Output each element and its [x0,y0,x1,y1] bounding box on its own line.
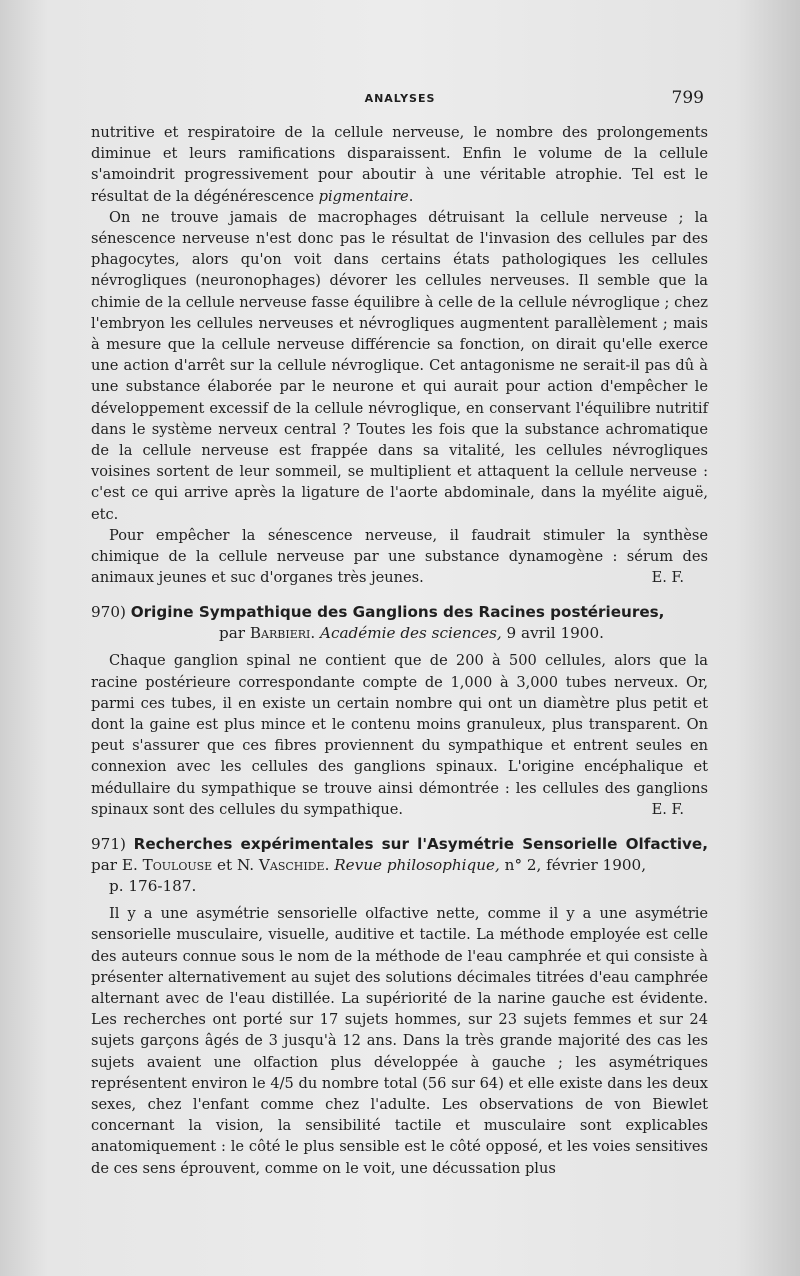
article-number: 971) [91,835,126,854]
author-name: E. Toulouse [121,856,213,875]
journal-name: Revue philosophique, [334,856,500,875]
byline-par: par [91,856,118,875]
author-name: Barbieri [249,624,311,643]
article-title: Origine Sympathique des Ganglions des Racines postérieures, [130,603,665,622]
author-name: N. Vaschide [236,856,325,875]
issue-info: n° 2, février 1900, [504,856,647,875]
paragraph-text: nutritive et respiratoire de la cellule nerveuse, le nombre des prolongements diminue et leurs ramifications disparaissent. Enfin le volume de la cellule s'amoindrit progressivement pour aboutir à une véritable atrophie. Tel est le résultat de la dégénérescence [91,124,708,205]
journal-name: Académie des sciences, [320,624,502,643]
article-text: Il y a une asymétrie sensorielle olfactive nette, comme il y a une asymétrie sensorielle musculaire, visuelle, auditive et tactile. La méthode employée est celle des auteurs connue sous le nom de la méthode de l'eau camphrée et qui consiste à présenter alternativement au sujet des solutions décimales titrées d'eau camphrée alternant avec de l'eau distillée. La supériorité de la narine gauche est évidente. Les recherches ont porté sur 17 sujets hommes, sur 23 sujets femmes et sur 24 sujets garçons âgés de 3 jusqu'à 12 ans. Dans la très grande majorité des cas les sujets avaient une olfaction plus développée à gauche ; les asymétriques représentent environ le 4/5 du nombre total (56 sur 64) et elle existe dans les deux sexes, chez l'enfant comme chez l'adulte. Les observations de von Biewlet concernant la vision, la sensibilité tactile et musculaire sont explicables anatomiquement : le côté le plus sensible est le côté opposé, et les voies sensitives de ces sens éprouvent, comme on le voit, une décussation plus [91,905,708,1177]
article-heading-971: 971) Recherches expérimentales sur l'Asymétrie Sensorielle Olfactive, par E. Toulouse et N. Vaschide. Revue philosophique, n° 2, février 1900, p. 176-187. [91,835,709,896]
punctuation: . [408,187,414,205]
article-heading-970 [91,602,708,644]
italic-term: pigmentaire [318,187,409,205]
byline-par: par [219,624,246,643]
paragraph: On ne trouve jamais de macrophages détruisant la cellule nerveuse ; la sénescence nerveuse n'est donc pas le résultat de l'invasion des cellules par des phagocytes, alors qu'on voit dans certains états pathologiques les cellules névrogliques (neuronophages) dévorer les cellules nerveuses. Il semble que la chimie de la cellule nerveuse fasse équilibre à celle de la cellule névroglique ; chez l'embryon les cellules nerveuses et névrogliques augmentent parallèlement ; mais à mesure que la cellule nerveuse différencie sa fonction, on dirait qu'elle exerce une action d'arrêt sur la cellule névroglique. Cet antagonisme ne serait-il pas dû à une substance élaborée par le neurone et qui aurait pour action d'empêcher le développement excessif de la cellule névroglique, en conservant l'équilibre nutritif dans le système nerveux central ? Toutes les fois que la substance achromatique de la cellule nerveuse est frappée dans sa vitalité, les cellules névrogliques voisines sortent de leur sommeil, se multiplient et attaquent la cellule nerveuse : c'est ce qui arrive après la ligature de l'aorte abdominale, dans la myélite aiguë, etc. [91,208,708,523]
running-head: ANALYSES [364,92,436,105]
page-range: p. 176-187. [109,877,197,896]
paragraph-continued [91,122,708,207]
signature: E. F. [651,800,684,818]
article-number: 970) [91,603,126,622]
signature: E. F. [651,569,684,587]
page-body [91,122,708,1179]
publication-date: 9 avril 1900. [506,624,604,643]
page-header [90,88,710,112]
article-byline: par Barbieri. Académie des sciences, 9 avril 1900. [219,624,604,643]
paragraph-final [91,525,708,589]
page-number: 799 [671,88,704,108]
article-title: Recherches expérimentales sur l'Asymétrie Sensorielle Olfactive, [133,835,709,854]
paragraph-text: Pour empêcher la sénescence nerveuse, il faudrait stimuler la synthèse chimique de la cellule nerveuse par une substance dynamogène : sérum des animaux jeunes et suc d'organes très jeunes. [91,526,708,587]
paragraph-text: Chaque ganglion spinal ne contient que de 200 à 500 cellules, alors que la racine postérieure correspondante compte de 1,000 à 3,000 tubes nerveux. Or, parmi ces tubes, il en existe un certain nombre qui ont un diamètre plus petit et dont la gaine est plus mince et le contenu moins granuleux, plus transparent. On peut s'assurer que ces fibres proviennent du sympathique et entrent seules en connexion avec les cellules des ganglions spinaux. L'origine encéphalique et médullaire du sympathique se trouve ainsi démontrée : les cellules des ganglions spinaux sont des cellules du sympathique. [91,652,708,818]
article-text [91,650,708,820]
byline-and: et [217,856,233,875]
